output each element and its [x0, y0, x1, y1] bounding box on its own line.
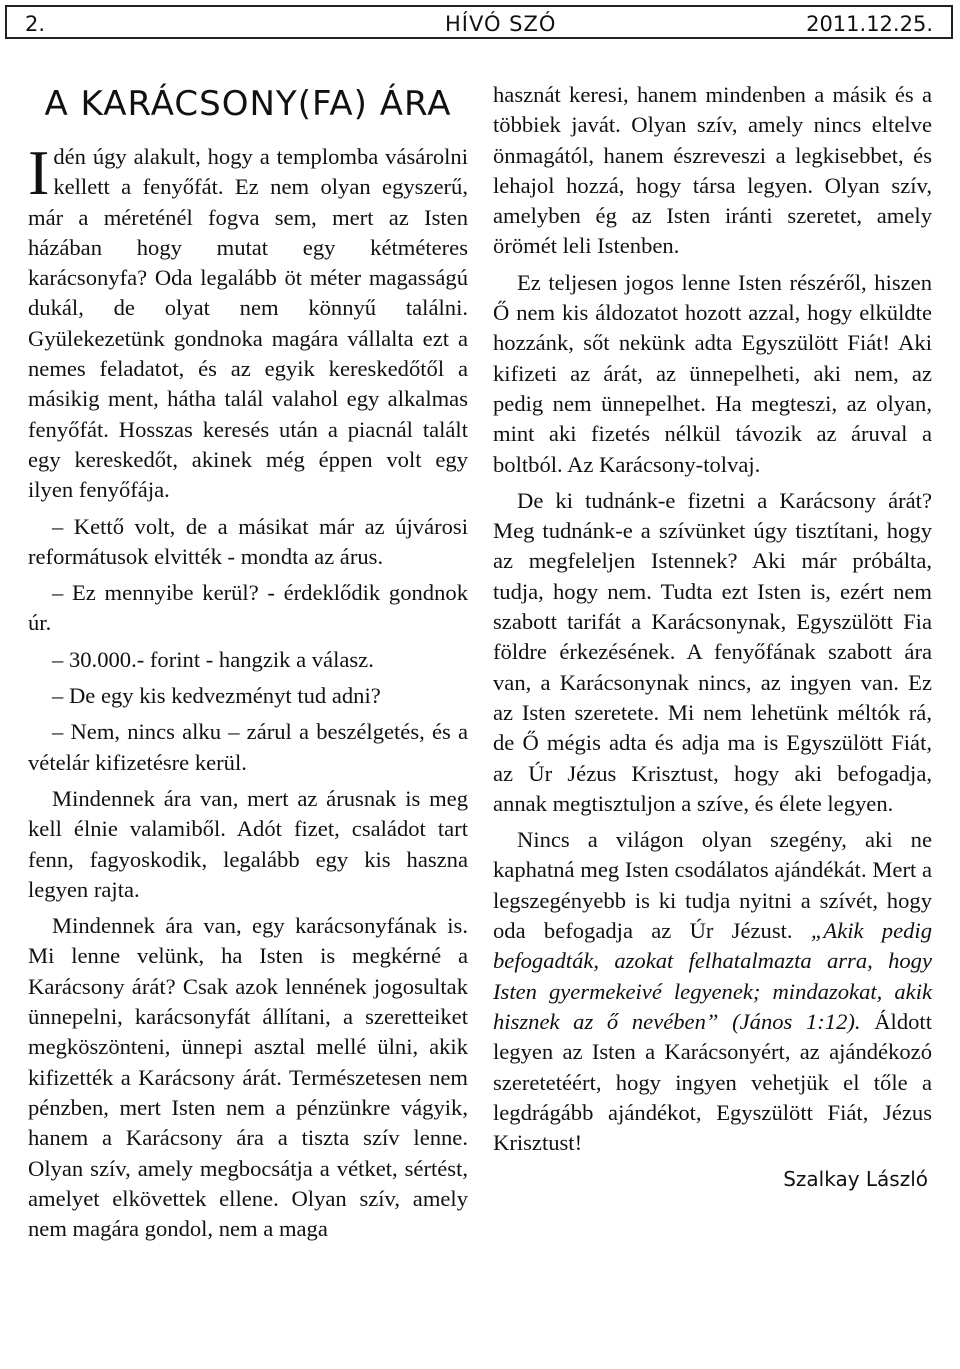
page-header: [5, 5, 953, 39]
paragraph-3: – Ez mennyibe kerül? - érdeklődik gondnok úr.: [28, 580, 468, 636]
paragraph-2: – Kettő volt, de a másikat már az újvárosi reformátusok elvitték - mondta az árus.: [28, 513, 468, 569]
bible-quote: „Akik pedig befogadták, azokat felhatalmazta arra, hogy Isten gyermekeivé legyenek; mindazokat, akik hisznek az ő nevében” (János 1:12).: [493, 918, 932, 1034]
issue-date: 2011.12.25.: [806, 12, 933, 36]
right-column: [493, 80, 932, 1195]
publication-name: HÍVÓ SZÓ: [445, 12, 557, 36]
paragraph-8: Mindennek ára van, egy karácsonyfának is. Mi lenne velünk, ha Isten is megkérné a Karácsony árát? Csak azok lennének jogosultak ünnepelni, karácsonyfát állítani, a szeretteiket megköszönteni, ünnepi asztal mellé ülni, akik kifizették a Karácsony árát. Természetesen nem pénzben, mert Isten nem a pénzünkre vágyik, hanem a Karácsony ára a tiszta szív lenne. Olyan szív, amely megbocsátja a vétket, sértést, amelyet elkövettek ellene. Olyan szív, amely nem magára gondol, nem a maga: [28, 913, 468, 1242]
paragraph-11: [493, 825, 932, 1158]
paragraph-9: Ez teljesen jogos lenne Isten részéről, hiszen Ő nem kis áldozatot hozott azzal, hogy elküldte hozzánk, sőt nekünk adta Egyszülött Fiát! Aki kifizeti az árát, az ünnepelheti, aki nem, az pedig nem ünnepelhet. Ha megteszi, az olyan, mint aki fizetés nélkül távozik az áruval a boltból. Az Karácsony-tolvaj.: [493, 269, 932, 477]
paragraph-1: [28, 137, 468, 506]
paragraph-1-text: dén úgy alakult, hogy a templomba vásárolni kellett a fenyőfát. Ez nem olyan egyszerű, már a méreténél fogva sem, mert az Isten házában hogy mutat egy kétméteres karácsonyfa? Oda legalább öt méter magasságú dukál, de olyat nem könnyű találni. Gyülekezetünk gondnoka magára vállalta ezt a nemes feladatot, és az egyik kereskedőtől a másikig ment, hátha talál valahol egy alkalmas fenyőfát. Hosszas keresés után a piacnál talált egy kereskedőt, akinek még éppen volt egy ilyen fenyőfája.: [28, 144, 468, 503]
drop-cap: I: [28, 137, 50, 208]
paragraph-6: – Nem, nincs alku – zárul a beszélgetés, és a vételár kifizetésre kerül.: [28, 719, 468, 775]
left-column: [28, 80, 468, 1250]
paragraph-4: – 30.000.- forint - hangzik a válasz.: [52, 646, 374, 672]
paragraph-8-continued: hasznát keresi, hanem mindenben a másik és a többiek javát. Olyan szív, amely nincs eltelve önmagától, hanem észreveszi a legkisebbet, és lehajol hozzá, hogy társa legyen. Olyan szív, amelyben ég az Isten iránti szeretet, amely örömét leli Istenben.: [493, 82, 932, 259]
paragraph-11-end: Áldott legyen az Isten a Karácsonyért, az ajándékozó szeretetéért, hogy ingyen vehetjük el tőle a legdrágább ajándékot, Egyszülött Fiát, Jézus Krisztust!: [493, 1008, 932, 1156]
author-signature: Szalkay László: [783, 1167, 928, 1192]
paragraph-10: De ki tudnánk-e fizetni a Karácsony árát? Meg tudnánk-e a szívünket úgy tisztítani, hogy az megfeleljen Istennek? Aki már próbálta, tudja, hogy nem. Tudta ezt Isten is, ezért nem szabott tarifát a Karácsonynak, Egyszülött Fia földre érkezésének. A fenyőfának szabott ára van, a Karácsonynak nincs, az ingyen van. Ez az Isten szeretete. Mi nem lehetünk méltók rá, de Ő mégis adta és adja ma is Egyszülött Fiát, az Úr Jézus Krisztust, hogy aki befogadja, annak megtisztuljon a szíve, és élete legyen.: [493, 487, 932, 816]
paragraph-7: Mindennek ára van, mert az árusnak is meg kell élnie valamiből. Adót fizet, családot tart fenn, fagyoskodik, legalább egy kis haszna legyen rajta.: [28, 785, 468, 902]
paragraph-11-start: Nincs a világon olyan szegény, aki ne kaphatná meg Isten csodálatos ajándékát. Mert a legszegényebb is ki tudja nyitni a szívét, hogy oda befogadja az Úr Jézust.: [493, 827, 932, 944]
paragraph-5: – De egy kis kedvezményt tud adni?: [52, 683, 381, 709]
article-title: A KARÁCSONY(FA) ÁRA: [44, 84, 452, 124]
page-number: 2.: [25, 12, 46, 36]
